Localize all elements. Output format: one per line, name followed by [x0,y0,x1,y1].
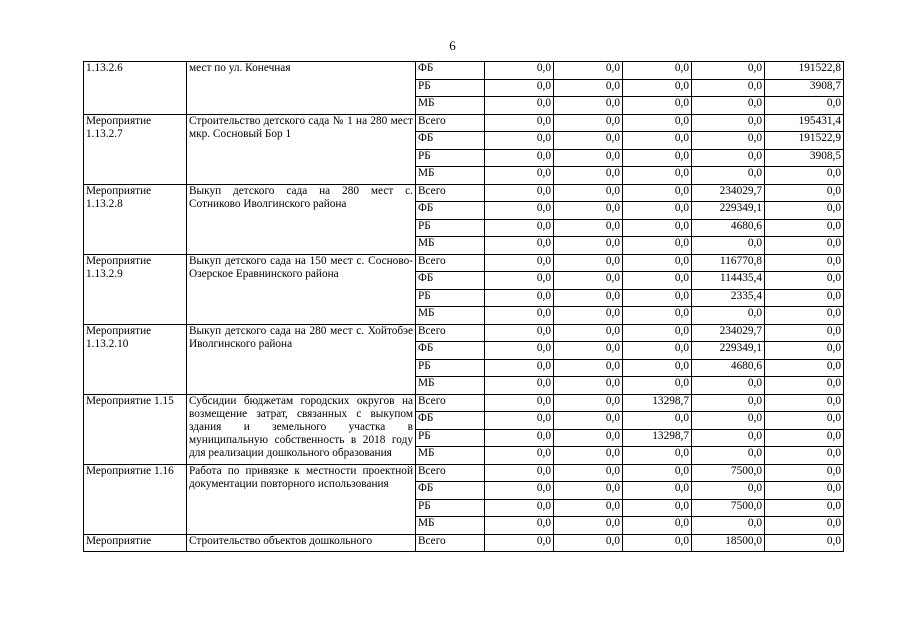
amount-cell: 0,0 [765,202,844,220]
funding-source: Всего [416,184,485,202]
amount-cell: 0,0 [485,254,554,272]
amount-cell: 114435,4 [692,272,765,290]
amount-cell: 0,0 [485,342,554,360]
funding-source: РБ [416,499,485,517]
amount-cell: 0,0 [765,237,844,255]
amount-cell: 0,0 [623,482,692,500]
amount-cell: 0,0 [485,394,554,412]
amount-cell: 234029,7 [692,324,765,342]
amount-cell: 0,0 [554,114,623,132]
amount-cell: 0,0 [765,394,844,412]
amount-cell: 0,0 [765,377,844,395]
amount-cell: 0,0 [554,167,623,185]
amount-cell: 0,0 [485,167,554,185]
amount-cell: 0,0 [485,447,554,465]
amount-cell: 0,0 [623,167,692,185]
amount-cell: 0,0 [692,237,765,255]
amount-cell: 0,0 [554,184,623,202]
measure-description: мест по ул. Конечная [187,62,416,115]
amount-cell: 0,0 [765,167,844,185]
amount-cell: 0,0 [765,482,844,500]
amount-cell: 7500,0 [692,499,765,517]
amount-cell: 0,0 [554,149,623,167]
page-number: 6 [449,38,456,53]
funding-source: РБ [416,359,485,377]
amount-cell: 18500,0 [692,534,765,552]
funding-source: ФБ [416,132,485,150]
amount-cell: 0,0 [554,482,623,500]
amount-cell: 0,0 [485,324,554,342]
amount-cell: 0,0 [765,342,844,360]
amount-cell: 0,0 [765,499,844,517]
amount-cell: 0,0 [554,517,623,535]
amount-cell: 0,0 [554,272,623,290]
amount-cell: 0,0 [554,62,623,80]
amount-cell: 0,0 [765,289,844,307]
funding-source: ФБ [416,342,485,360]
table-row [84,184,844,202]
amount-cell: 0,0 [485,97,554,115]
measure-description: Субсидии бюджетам городских округов на возмещение затрат, связанных с выкупом здания и земельного участка в муниципальную собственность в 2018 году для реализации дошкольного образования [187,394,416,464]
amount-cell: 0,0 [485,464,554,482]
amount-cell: 0,0 [554,132,623,150]
amount-cell: 0,0 [554,237,623,255]
amount-cell: 0,0 [765,307,844,325]
amount-cell: 0,0 [765,254,844,272]
amount-cell: 13298,7 [623,394,692,412]
amount-cell: 0,0 [554,499,623,517]
funding-source: РБ [416,429,485,447]
funding-source: МБ [416,237,485,255]
table-row [84,464,844,482]
funding-source: МБ [416,377,485,395]
measure-description: Строительство детского сада № 1 на 280 мест мкр. Сосновый Бор 1 [187,114,416,184]
amount-cell: 0,0 [485,289,554,307]
amount-cell: 0,0 [692,412,765,430]
amount-cell: 0,0 [623,149,692,167]
amount-cell: 0,0 [554,254,623,272]
funding-source: Всего [416,254,485,272]
amount-cell: 0,0 [692,114,765,132]
amount-cell: 0,0 [623,202,692,220]
amount-cell: 0,0 [623,62,692,80]
amount-cell: 0,0 [623,359,692,377]
amount-cell: 0,0 [485,359,554,377]
amount-cell: 0,0 [765,534,844,552]
amount-cell: 0,0 [692,62,765,80]
funding-source: МБ [416,517,485,535]
amount-cell: 0,0 [485,237,554,255]
amount-cell: 0,0 [765,464,844,482]
measure-code: Мероприятие [84,534,187,552]
measure-description: Выкуп детского сада на 150 мест с. Сосново-Озерское Еравнинского района [187,254,416,324]
amount-cell: 0,0 [623,289,692,307]
table-row [84,254,844,272]
funding-source: ФБ [416,272,485,290]
amount-cell: 0,0 [623,254,692,272]
amount-cell: 0,0 [623,272,692,290]
amount-cell: 0,0 [485,149,554,167]
amount-cell: 0,0 [623,517,692,535]
amount-cell: 0,0 [623,447,692,465]
amount-cell: 0,0 [765,517,844,535]
funding-source: ФБ [416,62,485,80]
measure-description: Выкуп детского сада на 280 мест с. Сотниково Иволгинского района [187,184,416,254]
funding-source: МБ [416,167,485,185]
funding-source: МБ [416,97,485,115]
budget-table-body [84,62,844,552]
amount-cell: 0,0 [554,307,623,325]
amount-cell: 0,0 [623,79,692,97]
amount-cell: 0,0 [485,517,554,535]
amount-cell: 0,0 [692,377,765,395]
amount-cell: 0,0 [623,412,692,430]
funding-source: Всего [416,464,485,482]
amount-cell: 0,0 [623,219,692,237]
amount-cell: 0,0 [485,132,554,150]
measure-code: Мероприятие 1.16 [84,464,187,534]
funding-source: МБ [416,307,485,325]
amount-cell: 13298,7 [623,429,692,447]
amount-cell: 0,0 [554,342,623,360]
amount-cell: 0,0 [485,184,554,202]
amount-cell: 0,0 [554,289,623,307]
amount-cell: 0,0 [623,499,692,517]
funding-source: Всего [416,394,485,412]
funding-source: ФБ [416,482,485,500]
amount-cell: 0,0 [554,97,623,115]
amount-cell: 0,0 [623,132,692,150]
funding-source: Всего [416,534,485,552]
amount-cell: 0,0 [554,324,623,342]
amount-cell: 0,0 [623,114,692,132]
amount-cell: 0,0 [692,167,765,185]
amount-cell: 0,0 [765,447,844,465]
amount-cell: 0,0 [554,412,623,430]
amount-cell: 0,0 [623,237,692,255]
funding-source: ФБ [416,202,485,220]
measure-description: Строительство объектов дошкольного [187,534,416,552]
amount-cell: 0,0 [485,499,554,517]
amount-cell: 4680,6 [692,219,765,237]
amount-cell: 0,0 [623,97,692,115]
amount-cell: 0,0 [765,359,844,377]
amount-cell: 0,0 [485,534,554,552]
amount-cell: 0,0 [485,62,554,80]
amount-cell: 0,0 [623,534,692,552]
funding-source: ФБ [416,412,485,430]
amount-cell: 0,0 [485,482,554,500]
budget-table [83,61,844,552]
amount-cell: 0,0 [692,132,765,150]
amount-cell: 0,0 [765,219,844,237]
measure-description: Работа по привязке к местности проектной документации повторного использования [187,464,416,534]
funding-source: РБ [416,79,485,97]
measure-code: Мероприятие 1.15 [84,394,187,464]
measure-code: Мероприятие 1.13.2.9 [84,254,187,324]
amount-cell: 3908,7 [765,79,844,97]
amount-cell: 0,0 [485,429,554,447]
amount-cell: 0,0 [485,79,554,97]
table-row [84,62,844,80]
funding-source: Всего [416,324,485,342]
funding-source: РБ [416,219,485,237]
amount-cell: 0,0 [765,412,844,430]
amount-cell: 0,0 [623,342,692,360]
amount-cell: 0,0 [692,97,765,115]
table-row [84,114,844,132]
amount-cell: 0,0 [485,114,554,132]
amount-cell: 0,0 [485,307,554,325]
amount-cell: 0,0 [765,97,844,115]
table-row [84,534,844,552]
amount-cell: 0,0 [765,184,844,202]
measure-code: Мероприятие 1.13.2.8 [84,184,187,254]
amount-cell: 0,0 [623,464,692,482]
amount-cell: 2335,4 [692,289,765,307]
amount-cell: 0,0 [623,324,692,342]
measure-code: Мероприятие 1.13.2.7 [84,114,187,184]
table-row [84,324,844,342]
amount-cell: 0,0 [485,272,554,290]
amount-cell: 0,0 [692,307,765,325]
amount-cell: 0,0 [692,79,765,97]
amount-cell: 0,0 [485,202,554,220]
funding-source: МБ [416,447,485,465]
amount-cell: 191522,8 [765,62,844,80]
funding-source: РБ [416,149,485,167]
amount-cell: 0,0 [692,482,765,500]
amount-cell: 0,0 [765,272,844,290]
amount-cell: 0,0 [485,377,554,395]
amount-cell: 0,0 [623,307,692,325]
amount-cell: 0,0 [554,79,623,97]
amount-cell: 0,0 [554,377,623,395]
amount-cell: 0,0 [554,464,623,482]
funding-source: РБ [416,289,485,307]
amount-cell: 0,0 [554,219,623,237]
amount-cell: 0,0 [554,534,623,552]
amount-cell: 7500,0 [692,464,765,482]
amount-cell: 0,0 [554,359,623,377]
amount-cell: 195431,4 [765,114,844,132]
amount-cell: 0,0 [554,447,623,465]
amount-cell: 116770,8 [692,254,765,272]
amount-cell: 3908,5 [765,149,844,167]
amount-cell: 0,0 [692,517,765,535]
amount-cell: 0,0 [765,324,844,342]
amount-cell: 0,0 [554,202,623,220]
funding-source: Всего [416,114,485,132]
amount-cell: 4680,6 [692,359,765,377]
amount-cell: 0,0 [623,377,692,395]
amount-cell: 191522,9 [765,132,844,150]
amount-cell: 234029,7 [692,184,765,202]
amount-cell: 229349,1 [692,342,765,360]
amount-cell: 0,0 [765,429,844,447]
amount-cell: 0,0 [485,219,554,237]
amount-cell: 0,0 [692,394,765,412]
amount-cell: 0,0 [485,412,554,430]
amount-cell: 0,0 [692,429,765,447]
amount-cell: 0,0 [554,429,623,447]
measure-code: Мероприятие 1.13.2.10 [84,324,187,394]
amount-cell: 0,0 [554,394,623,412]
amount-cell: 0,0 [692,447,765,465]
measure-code: 1.13.2.6 [84,62,187,115]
amount-cell: 0,0 [623,184,692,202]
table-row [84,394,844,412]
amount-cell: 0,0 [692,149,765,167]
measure-description: Выкуп детского сада на 280 мест с. Хойтобэе Иволгинского района [187,324,416,394]
amount-cell: 229349,1 [692,202,765,220]
